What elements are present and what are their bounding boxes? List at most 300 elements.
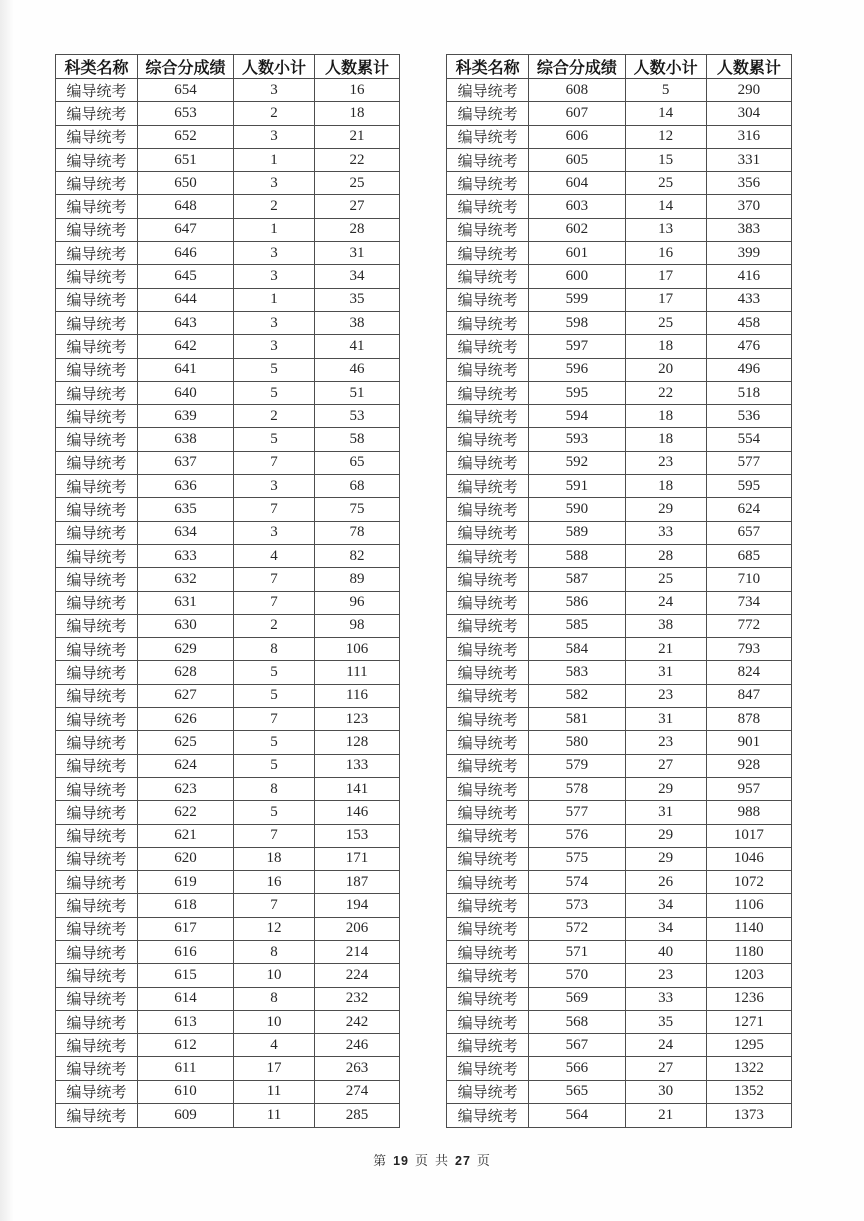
- cumulative-cell: 624: [706, 498, 791, 521]
- subtotal-cell: 7: [234, 894, 315, 917]
- subtotal-cell: 34: [625, 917, 706, 940]
- cumulative-cell: 146: [315, 801, 400, 824]
- table-row: [447, 172, 792, 195]
- score-cell: 579: [529, 754, 625, 777]
- category-cell: 编导统考: [447, 824, 529, 847]
- subtotal-cell: 10: [234, 964, 315, 987]
- score-cell: 585: [529, 614, 625, 637]
- subtotal-cell: 5: [234, 754, 315, 777]
- subtotal-cell: 29: [625, 777, 706, 800]
- subtotal-cell: 24: [625, 1034, 706, 1057]
- column-header: 人数小计: [625, 55, 706, 79]
- cumulative-cell: 274: [315, 1080, 400, 1103]
- category-cell: 编导统考: [56, 1034, 138, 1057]
- subtotal-cell: 3: [234, 242, 315, 265]
- subtotal-cell: 18: [625, 335, 706, 358]
- table-row: [447, 475, 792, 498]
- table-row: [56, 684, 400, 707]
- cumulative-cell: 657: [706, 521, 791, 544]
- footer-label: 共: [435, 1153, 450, 1168]
- subtotal-cell: 33: [625, 521, 706, 544]
- cumulative-cell: 263: [315, 1057, 400, 1080]
- category-cell: 编导统考: [56, 847, 138, 870]
- subtotal-cell: 7: [234, 568, 315, 591]
- score-cell: 650: [138, 172, 234, 195]
- cumulative-cell: 901: [706, 731, 791, 754]
- table-row: [447, 824, 792, 847]
- subtotal-cell: 18: [625, 428, 706, 451]
- category-cell: 编导统考: [447, 871, 529, 894]
- score-cell: 582: [529, 684, 625, 707]
- category-cell: 编导统考: [447, 172, 529, 195]
- score-cell: 633: [138, 544, 234, 567]
- subtotal-cell: 8: [234, 777, 315, 800]
- category-cell: 编导统考: [447, 451, 529, 474]
- header-row: [447, 55, 792, 79]
- table-row: [447, 684, 792, 707]
- cumulative-cell: 290: [706, 79, 791, 102]
- category-cell: 编导统考: [447, 940, 529, 963]
- category-cell: 编导统考: [447, 801, 529, 824]
- subtotal-cell: 3: [234, 521, 315, 544]
- subtotal-cell: 34: [625, 894, 706, 917]
- score-cell: 624: [138, 754, 234, 777]
- table-row: [447, 894, 792, 917]
- cumulative-cell: 51: [315, 381, 400, 404]
- cumulative-cell: 416: [706, 265, 791, 288]
- cumulative-cell: 458: [706, 311, 791, 334]
- score-cell: 605: [529, 148, 625, 171]
- category-cell: 编导统考: [56, 1010, 138, 1033]
- table-row: [447, 544, 792, 567]
- table-row: [447, 218, 792, 241]
- cumulative-cell: 232: [315, 987, 400, 1010]
- cumulative-cell: 153: [315, 824, 400, 847]
- table-row: [56, 568, 400, 591]
- cumulative-cell: 16: [315, 79, 400, 102]
- cumulative-cell: 1322: [706, 1057, 791, 1080]
- cumulative-cell: 206: [315, 917, 400, 940]
- cumulative-cell: 31: [315, 242, 400, 265]
- category-cell: 编导统考: [447, 335, 529, 358]
- category-cell: 编导统考: [447, 1034, 529, 1057]
- score-cell: 628: [138, 661, 234, 684]
- table-row: [56, 1104, 400, 1128]
- table-row: [56, 964, 400, 987]
- category-cell: 编导统考: [56, 894, 138, 917]
- category-cell: 编导统考: [56, 544, 138, 567]
- table-row: [56, 265, 400, 288]
- score-cell: 640: [138, 381, 234, 404]
- cumulative-cell: 25: [315, 172, 400, 195]
- score-cell: 588: [529, 544, 625, 567]
- category-cell: 编导统考: [447, 661, 529, 684]
- score-cell: 568: [529, 1010, 625, 1033]
- score-cell: 644: [138, 288, 234, 311]
- score-cell: 606: [529, 125, 625, 148]
- cumulative-cell: 128: [315, 731, 400, 754]
- category-cell: 编导统考: [447, 148, 529, 171]
- table-row: [56, 102, 400, 125]
- score-cell: 604: [529, 172, 625, 195]
- cumulative-cell: 242: [315, 1010, 400, 1033]
- table-row: [56, 940, 400, 963]
- table-row: [56, 521, 400, 544]
- cumulative-cell: 1106: [706, 894, 791, 917]
- cumulative-cell: 106: [315, 638, 400, 661]
- category-cell: 编导统考: [56, 358, 138, 381]
- score-cell: 646: [138, 242, 234, 265]
- category-cell: 编导统考: [447, 288, 529, 311]
- score-cell: 607: [529, 102, 625, 125]
- subtotal-cell: 7: [234, 708, 315, 731]
- cumulative-cell: 18: [315, 102, 400, 125]
- category-cell: 编导统考: [447, 964, 529, 987]
- table-row: [56, 195, 400, 218]
- column-header: 科类名称: [56, 55, 138, 79]
- table-row: [56, 614, 400, 637]
- column-header: 科类名称: [447, 55, 529, 79]
- score-cell: 621: [138, 824, 234, 847]
- cumulative-cell: 1046: [706, 847, 791, 870]
- category-cell: 编导统考: [56, 964, 138, 987]
- category-cell: 编导统考: [56, 311, 138, 334]
- score-cell: 587: [529, 568, 625, 591]
- subtotal-cell: 23: [625, 964, 706, 987]
- score-cell: 567: [529, 1034, 625, 1057]
- subtotal-cell: 5: [234, 801, 315, 824]
- subtotal-cell: 25: [625, 568, 706, 591]
- table-row: [447, 125, 792, 148]
- category-cell: 编导统考: [56, 148, 138, 171]
- category-cell: 编导统考: [56, 638, 138, 661]
- score-cell: 613: [138, 1010, 234, 1033]
- subtotal-cell: 8: [234, 638, 315, 661]
- score-cell: 577: [529, 801, 625, 824]
- table-row: [447, 79, 792, 102]
- cumulative-cell: 710: [706, 568, 791, 591]
- score-cell: 654: [138, 79, 234, 102]
- page-footer: [0, 1150, 864, 1169]
- cumulative-cell: 116: [315, 684, 400, 707]
- score-cell: 630: [138, 614, 234, 637]
- table-row: [56, 79, 400, 102]
- subtotal-cell: 5: [234, 381, 315, 404]
- category-cell: 编导统考: [56, 335, 138, 358]
- category-cell: 编导统考: [447, 1104, 529, 1128]
- score-cell: 599: [529, 288, 625, 311]
- score-cell: 617: [138, 917, 234, 940]
- subtotal-cell: 21: [625, 1104, 706, 1128]
- category-cell: 编导统考: [447, 405, 529, 428]
- table-row: [447, 614, 792, 637]
- subtotal-cell: 5: [234, 358, 315, 381]
- subtotal-cell: 3: [234, 125, 315, 148]
- category-cell: 编导统考: [447, 638, 529, 661]
- score-cell: 623: [138, 777, 234, 800]
- table-row: [56, 381, 400, 404]
- category-cell: 编导统考: [447, 1010, 529, 1033]
- cumulative-cell: 96: [315, 591, 400, 614]
- table-row: [447, 661, 792, 684]
- category-cell: 编导统考: [447, 428, 529, 451]
- cumulative-cell: 1140: [706, 917, 791, 940]
- cumulative-cell: 1352: [706, 1080, 791, 1103]
- cumulative-cell: 734: [706, 591, 791, 614]
- category-cell: 编导统考: [56, 754, 138, 777]
- score-cell: 611: [138, 1057, 234, 1080]
- score-cell: 616: [138, 940, 234, 963]
- score-cell: 596: [529, 358, 625, 381]
- score-cell: 629: [138, 638, 234, 661]
- score-cell: 569: [529, 987, 625, 1010]
- subtotal-cell: 11: [234, 1080, 315, 1103]
- score-cell: 564: [529, 1104, 625, 1128]
- score-cell: 586: [529, 591, 625, 614]
- category-cell: 编导统考: [447, 475, 529, 498]
- score-cell: 603: [529, 195, 625, 218]
- cumulative-cell: 46: [315, 358, 400, 381]
- page-number: 19: [393, 1154, 409, 1168]
- total-pages: 27: [455, 1154, 471, 1168]
- cumulative-cell: 793: [706, 638, 791, 661]
- cumulative-cell: 53: [315, 405, 400, 428]
- table-row: [56, 288, 400, 311]
- subtotal-cell: 8: [234, 940, 315, 963]
- table-row: [447, 335, 792, 358]
- cumulative-cell: 536: [706, 405, 791, 428]
- category-cell: 编导统考: [447, 731, 529, 754]
- table-row: [56, 871, 400, 894]
- category-cell: 编导统考: [447, 218, 529, 241]
- cumulative-cell: 187: [315, 871, 400, 894]
- column-header: 人数小计: [234, 55, 315, 79]
- subtotal-cell: 26: [625, 871, 706, 894]
- table-row: [447, 708, 792, 731]
- subtotal-cell: 8: [234, 987, 315, 1010]
- table-row: [447, 195, 792, 218]
- table-row: [56, 498, 400, 521]
- subtotal-cell: 31: [625, 661, 706, 684]
- score-cell: 592: [529, 451, 625, 474]
- score-cell: 576: [529, 824, 625, 847]
- table-row: [447, 242, 792, 265]
- cumulative-cell: 554: [706, 428, 791, 451]
- score-cell: 651: [138, 148, 234, 171]
- subtotal-cell: 16: [625, 242, 706, 265]
- cumulative-cell: 356: [706, 172, 791, 195]
- score-cell: 627: [138, 684, 234, 707]
- cumulative-cell: 98: [315, 614, 400, 637]
- category-cell: 编导统考: [56, 498, 138, 521]
- subtotal-cell: 17: [234, 1057, 315, 1080]
- category-cell: 编导统考: [56, 731, 138, 754]
- score-cell: 615: [138, 964, 234, 987]
- score-cell: 574: [529, 871, 625, 894]
- cumulative-cell: 133: [315, 754, 400, 777]
- category-cell: 编导统考: [56, 195, 138, 218]
- cumulative-cell: 1271: [706, 1010, 791, 1033]
- subtotal-cell: 35: [625, 1010, 706, 1033]
- subtotal-cell: 20: [625, 358, 706, 381]
- table-row: [56, 1080, 400, 1103]
- subtotal-cell: 13: [625, 218, 706, 241]
- subtotal-cell: 5: [234, 428, 315, 451]
- category-cell: 编导统考: [447, 591, 529, 614]
- score-cell: 612: [138, 1034, 234, 1057]
- cumulative-cell: 1373: [706, 1104, 791, 1128]
- table-row: [56, 801, 400, 824]
- subtotal-cell: 27: [625, 754, 706, 777]
- score-cell: 620: [138, 847, 234, 870]
- subtotal-cell: 14: [625, 102, 706, 125]
- table-row: [56, 987, 400, 1010]
- score-cell: 638: [138, 428, 234, 451]
- cumulative-cell: 78: [315, 521, 400, 544]
- score-cell: 614: [138, 987, 234, 1010]
- cumulative-cell: 89: [315, 568, 400, 591]
- category-cell: 编导统考: [447, 917, 529, 940]
- table-row: [56, 638, 400, 661]
- category-cell: 编导统考: [447, 777, 529, 800]
- score-cell: 645: [138, 265, 234, 288]
- header-row: [56, 55, 400, 79]
- cumulative-cell: 772: [706, 614, 791, 637]
- table-row: [447, 754, 792, 777]
- cumulative-cell: 595: [706, 475, 791, 498]
- category-cell: 编导统考: [56, 172, 138, 195]
- cumulative-cell: 383: [706, 218, 791, 241]
- table-row: [56, 335, 400, 358]
- cumulative-cell: 824: [706, 661, 791, 684]
- subtotal-cell: 29: [625, 498, 706, 521]
- subtotal-cell: 1: [234, 148, 315, 171]
- subtotal-cell: 11: [234, 1104, 315, 1128]
- score-cell: 631: [138, 591, 234, 614]
- cumulative-cell: 27: [315, 195, 400, 218]
- cumulative-cell: 285: [315, 1104, 400, 1128]
- subtotal-cell: 3: [234, 265, 315, 288]
- subtotal-cell: 24: [625, 591, 706, 614]
- table-row: [447, 801, 792, 824]
- score-cell: 610: [138, 1080, 234, 1103]
- cumulative-cell: 685: [706, 544, 791, 567]
- subtotal-cell: 25: [625, 311, 706, 334]
- cumulative-cell: 65: [315, 451, 400, 474]
- category-cell: 编导统考: [447, 358, 529, 381]
- subtotal-cell: 7: [234, 498, 315, 521]
- category-cell: 编导统考: [447, 708, 529, 731]
- subtotal-cell: 3: [234, 475, 315, 498]
- table-row: [56, 824, 400, 847]
- score-cell: 597: [529, 335, 625, 358]
- score-cell: 593: [529, 428, 625, 451]
- cumulative-cell: 370: [706, 195, 791, 218]
- table-row: [447, 1034, 792, 1057]
- category-cell: 编导统考: [56, 405, 138, 428]
- score-table-right: [446, 54, 792, 1128]
- score-cell: 636: [138, 475, 234, 498]
- cumulative-cell: 1180: [706, 940, 791, 963]
- score-cell: 575: [529, 847, 625, 870]
- table-row: [447, 288, 792, 311]
- score-cell: 600: [529, 265, 625, 288]
- table-row: [56, 358, 400, 381]
- table-row: [447, 428, 792, 451]
- category-cell: 编导统考: [56, 218, 138, 241]
- table-row: [447, 148, 792, 171]
- cumulative-cell: 928: [706, 754, 791, 777]
- subtotal-cell: 33: [625, 987, 706, 1010]
- category-cell: 编导统考: [56, 288, 138, 311]
- subtotal-cell: 22: [625, 381, 706, 404]
- subtotal-cell: 28: [625, 544, 706, 567]
- cumulative-cell: 433: [706, 288, 791, 311]
- table-row: [447, 847, 792, 870]
- subtotal-cell: 7: [234, 824, 315, 847]
- subtotal-cell: 4: [234, 544, 315, 567]
- score-cell: 653: [138, 102, 234, 125]
- score-cell: 591: [529, 475, 625, 498]
- score-cell: 634: [138, 521, 234, 544]
- cumulative-cell: 35: [315, 288, 400, 311]
- table-row: [56, 894, 400, 917]
- table-row: [447, 265, 792, 288]
- cumulative-cell: 68: [315, 475, 400, 498]
- table-row: [447, 568, 792, 591]
- score-cell: 584: [529, 638, 625, 661]
- category-cell: 编导统考: [56, 1104, 138, 1128]
- table-row: [447, 1080, 792, 1103]
- table-row: [56, 847, 400, 870]
- subtotal-cell: 2: [234, 195, 315, 218]
- category-cell: 编导统考: [56, 79, 138, 102]
- footer-label: 页: [414, 1153, 429, 1168]
- table-row: [56, 475, 400, 498]
- table-row: [56, 1010, 400, 1033]
- subtotal-cell: 30: [625, 1080, 706, 1103]
- subtotal-cell: 23: [625, 451, 706, 474]
- category-cell: 编导统考: [56, 381, 138, 404]
- category-cell: 编导统考: [56, 265, 138, 288]
- score-cell: 590: [529, 498, 625, 521]
- score-cell: 648: [138, 195, 234, 218]
- table-row: [447, 987, 792, 1010]
- table-row: [56, 1057, 400, 1080]
- cumulative-cell: 577: [706, 451, 791, 474]
- category-cell: 编导统考: [447, 1057, 529, 1080]
- category-cell: 编导统考: [56, 102, 138, 125]
- category-cell: 编导统考: [56, 428, 138, 451]
- cumulative-cell: 214: [315, 940, 400, 963]
- score-cell: 652: [138, 125, 234, 148]
- category-cell: 编导统考: [447, 614, 529, 637]
- score-cell: 643: [138, 311, 234, 334]
- category-cell: 编导统考: [56, 917, 138, 940]
- category-cell: 编导统考: [56, 591, 138, 614]
- table-row: [447, 638, 792, 661]
- category-cell: 编导统考: [447, 381, 529, 404]
- table-row: [56, 428, 400, 451]
- category-cell: 编导统考: [56, 475, 138, 498]
- table-row: [56, 661, 400, 684]
- score-cell: 598: [529, 311, 625, 334]
- table-row: [447, 940, 792, 963]
- score-cell: 642: [138, 335, 234, 358]
- category-cell: 编导统考: [447, 754, 529, 777]
- category-cell: 编导统考: [56, 871, 138, 894]
- category-cell: 编导统考: [56, 614, 138, 637]
